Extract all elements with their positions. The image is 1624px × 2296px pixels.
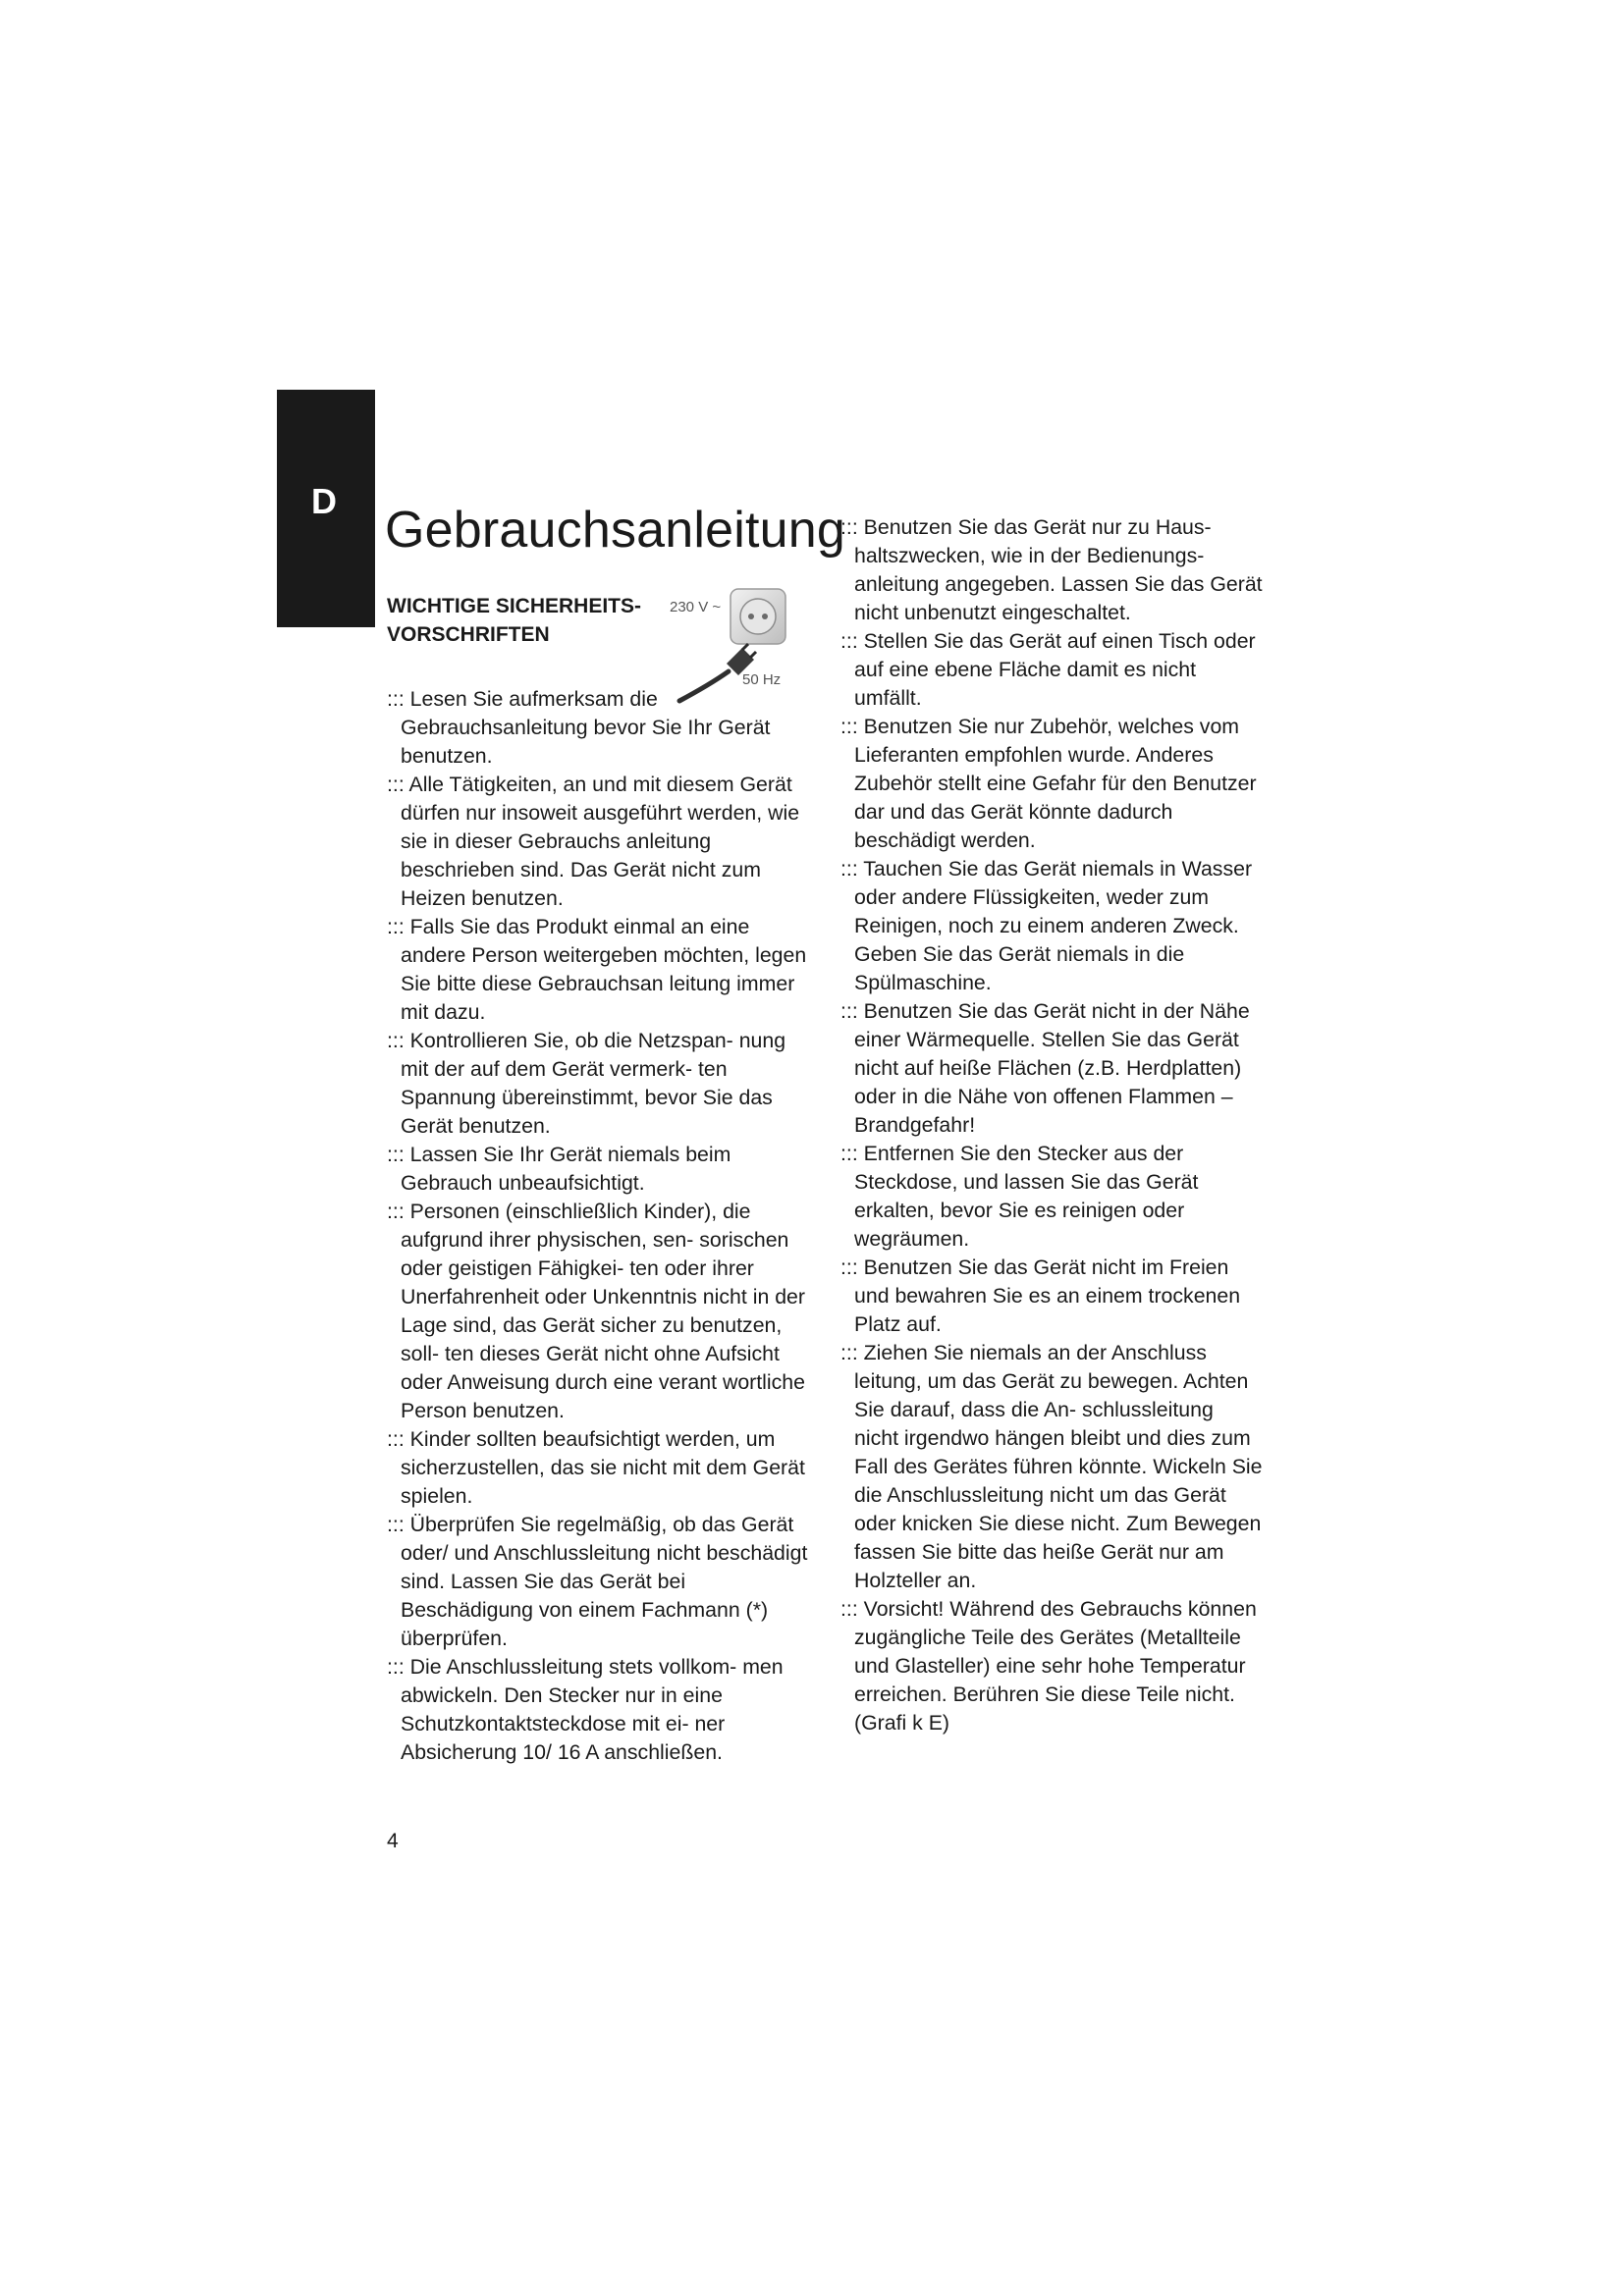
voltage-label: 230 V ~	[670, 599, 722, 615]
list-item: ::: Kinder sollten beaufsichtigt werden, um sicherzustellen, das sie nicht mit dem Gerät spielen.	[387, 1427, 805, 1508]
list-item: ::: Überprüfen Sie regelmäßig, ob das Gerät oder/ und Anschlussleitung nicht beschädigt sind. Lassen Sie das Gerät bei Beschädigung von einem Fachmann (*) überprüfen.	[387, 1513, 808, 1650]
list-item: ::: Benutzen Sie das Gerät nicht in der Nähe einer Wärmequelle. Stellen Sie das Gerät nicht auf heiße Flächen (z.B. Herdplatten) oder in die Nähe von offenen Flammen – Brandgefahr!	[840, 999, 1250, 1137]
list-item: ::: Stellen Sie das Gerät auf einen Tisch oder auf eine ebene Fläche damit es nicht umfällt.	[840, 629, 1256, 710]
page-title: Gebrauchsanleitung	[385, 502, 846, 559]
list-item: ::: Entfernen Sie den Stecker aus der Steckdose, und lassen Sie das Gerät erkalten, bevor Sie es reinigen oder wegräumen.	[840, 1142, 1199, 1251]
list-item: ::: Benutzen Sie das Gerät nur zu Haus- haltszwecken, wie in der Bedienungs- anleitung angegeben. Lassen Sie das Gerät nicht unbenutzt eingeschaltet.	[840, 515, 1263, 624]
list-item: ::: Lesen Sie aufmerksam die Gebrauchsanleitung bevor Sie Ihr Gerät benutzen.	[387, 687, 771, 768]
list-item: ::: Falls Sie das Produkt einmal an eine andere Person weitergeben möchten, legen Sie bitte diese Gebrauchsan leitung immer mit dazu.	[387, 915, 807, 1024]
page-number: 4	[387, 1830, 399, 1852]
list-item: ::: Vorsicht! Während des Gebrauchs können zugängliche Teile des Gerätes (Metallteile und Glasteller) eine sehr hohe Temperatur erreichen. Berühren Sie diese Teile nicht. (Grafi k E)	[840, 1597, 1257, 1735]
list-item: ::: Tauchen Sie das Gerät niemals in Wasser oder andere Flüssigkeiten, weder zum Reinigen, noch zu einem anderen Zweck. Geben Sie das Gerät niemals in die Spülmaschine.	[840, 857, 1253, 994]
language-tab-label: D	[311, 481, 337, 521]
list-item: ::: Personen (einschließlich Kinder), die aufgrund ihrer physischen, sen- sorischen oder geistigen Fähigkei- ten oder ihrer Unerfahrenheit oder Unkenntnis nicht in der Lage sind, das Gerät sicher zu benutzen, soll- ten dieses Gerät nicht ohne Aufsicht oder Anweisung durch eine verant wortliche Person benutzen.	[387, 1200, 805, 1422]
list-item: ::: Benutzen Sie das Gerät nicht im Freien und bewahren Sie es an einem trockenen Platz auf.	[840, 1255, 1241, 1336]
list-item: ::: Die Anschlussleitung stets vollkom- men abwickeln. Den Stecker nur in eine Schutzkontaktsteckdose mit ei- ner Absicherung 10/ 16 A anschließen.	[387, 1655, 784, 1764]
list-item: ::: Lassen Sie Ihr Gerät niemals beim Gebrauch unbeaufsichtigt.	[387, 1143, 731, 1195]
list-item: ::: Ziehen Sie niemals an der Anschluss leitung, um das Gerät zu bewegen. Achten Sie darauf, dass die An- schlussleitung nicht irgendwo hängen bleibt und dies zum Fall des Gerätes führen könnte. Wickeln Sie die Anschlussleitung nicht um das Gerät oder knicken Sie diese nicht. Zum Bewegen fassen Sie bitte das heiße Gerät nur am Holzteller an.	[840, 1341, 1263, 1592]
frequency-label: 50 Hz	[742, 671, 782, 688]
left-column	[387, 685, 809, 1767]
section-heading: WICHTIGE SICHERHEITS- VORSCHRIFTEN	[387, 595, 642, 646]
list-item: ::: Kontrollieren Sie, ob die Netzspan- nung mit der auf dem Gerät vermerk- ten Spannung übereinstimmt, bevor Sie das Gerät benutzen.	[387, 1029, 786, 1138]
list-item: ::: Benutzen Sie nur Zubehör, welches vom Lieferanten empfohlen wurde. Anderes Zubehör stellt eine Gefahr für den Benutzer dar und das Gerät könnte dadurch beschädigt werden.	[840, 715, 1257, 852]
list-item: ::: Alle Tätigkeiten, an und mit diesem Gerät dürfen nur insoweit ausgeführt werden, wie sie in dieser Gebrauchs anleitung beschrieben sind. Das Gerät nicht zum Heizen benutzen.	[387, 773, 800, 910]
language-tab	[277, 390, 375, 627]
right-column	[840, 513, 1263, 1737]
